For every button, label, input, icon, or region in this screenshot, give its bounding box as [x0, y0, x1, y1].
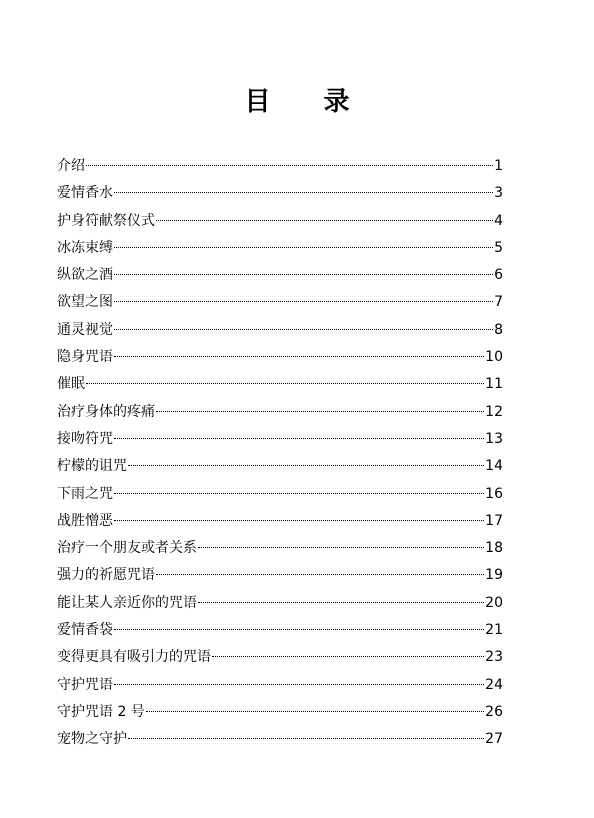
toc-entry-page-number: 12: [485, 403, 503, 420]
toc-entry[interactable]: [57, 264, 503, 291]
dot-leader: [114, 493, 484, 494]
toc-entry[interactable]: [57, 237, 503, 264]
toc-entry-label: 变得更具有吸引力的咒语: [57, 649, 211, 666]
toc-entry-label: 爱情香袋: [57, 622, 113, 639]
toc-entry-page-number: 26: [485, 703, 503, 720]
toc-entry-page-number: 16: [485, 485, 503, 502]
toc-entry-label: 能让某人亲近你的咒语: [57, 594, 197, 611]
dot-leader: [86, 383, 484, 384]
dot-leader: [114, 274, 493, 275]
toc-entry-label: 接吻符咒: [57, 430, 113, 447]
toc-entry-label: 纵欲之酒: [57, 267, 113, 284]
dot-leader: [114, 520, 484, 521]
toc-entry-page-number: 7: [494, 294, 503, 311]
toc-entry-label: 催眠: [57, 376, 85, 393]
toc-entry-page-number: 13: [485, 430, 503, 447]
toc-entry-page-number: 8: [494, 321, 503, 338]
toc-entry[interactable]: [57, 455, 503, 482]
toc-entry[interactable]: [57, 373, 503, 400]
toc-entry-page-number: 10: [485, 349, 503, 366]
toc-entry-label: 隐身咒语: [57, 349, 113, 366]
toc-entry-page-number: 19: [485, 567, 503, 584]
toc-entry-label: 守护咒语: [57, 676, 113, 693]
toc-entry-label: 治疗一个朋友或者关系: [57, 540, 197, 557]
toc-entry[interactable]: [57, 483, 503, 510]
toc-entry-label: 冰冻束缚: [57, 239, 113, 256]
dot-leader: [198, 602, 484, 603]
toc-entry[interactable]: [57, 428, 503, 455]
toc-entry[interactable]: [57, 728, 503, 755]
toc-entry-label: 欲望之图: [57, 294, 113, 311]
toc-entry[interactable]: [57, 674, 503, 701]
toc-entry[interactable]: [57, 182, 503, 209]
toc-entry-page-number: 11: [485, 376, 503, 393]
toc-entry-page-number: 3: [494, 185, 503, 202]
dot-leader: [114, 356, 484, 357]
toc-entry-label: 通灵视觉: [57, 321, 113, 338]
toc-entry[interactable]: [57, 210, 503, 237]
toc-entry[interactable]: [57, 619, 503, 646]
toc-entry-page-number: 21: [485, 622, 503, 639]
toc-entry[interactable]: [57, 564, 503, 591]
toc-entry[interactable]: [57, 319, 503, 346]
dot-leader: [156, 220, 493, 221]
toc-entry[interactable]: [57, 346, 503, 373]
toc-entry-label: 护身符献祭仪式: [57, 212, 155, 229]
dot-leader: [114, 192, 493, 193]
dot-leader: [86, 165, 493, 166]
toc-entry[interactable]: [57, 701, 503, 728]
toc-entry[interactable]: [57, 592, 503, 619]
toc-entry-page-number: 18: [485, 540, 503, 557]
page-title: 目 录: [244, 87, 372, 117]
toc-entry-label: 宠物之守护: [57, 731, 127, 748]
toc-entry-page-number: 6: [494, 267, 503, 284]
toc-entry[interactable]: [57, 401, 503, 428]
toc-entry[interactable]: [57, 155, 503, 182]
dot-leader: [114, 438, 484, 439]
toc-entry-label: 治疗身体的疼痛: [57, 403, 155, 420]
toc-entry[interactable]: [57, 537, 503, 564]
toc-entry-label: 守护咒语 2 号: [57, 703, 145, 720]
toc-entry-label: 柠檬的诅咒: [57, 458, 127, 475]
dot-leader: [114, 301, 493, 302]
table-of-contents: [57, 155, 503, 756]
toc-entry-page-number: 20: [485, 594, 503, 611]
toc-entry-page-number: 24: [485, 676, 503, 693]
toc-entry-page-number: 27: [485, 731, 503, 748]
dot-leader: [156, 411, 484, 412]
dot-leader: [156, 574, 484, 575]
toc-entry-label: 战胜憎恶: [57, 512, 113, 529]
toc-entry-page-number: 1: [494, 158, 503, 174]
dot-leader: [114, 629, 484, 630]
toc-entry-page-number: 5: [494, 239, 503, 256]
dot-leader: [114, 684, 484, 685]
dot-leader: [212, 656, 484, 657]
toc-entry-page-number: 4: [494, 212, 503, 229]
toc-entry-label: 强力的祈愿咒语: [57, 567, 155, 584]
toc-entry-label: 介绍: [57, 158, 85, 174]
toc-entry[interactable]: [57, 646, 503, 673]
dot-leader: [146, 711, 484, 712]
toc-entry[interactable]: [57, 510, 503, 537]
dot-leader: [198, 547, 484, 548]
toc-entry-label: 爱情香水: [57, 185, 113, 202]
dot-leader: [128, 465, 484, 466]
dot-leader: [114, 247, 493, 248]
toc-entry[interactable]: [57, 291, 503, 318]
toc-entry-label: 下雨之咒: [57, 485, 113, 502]
dot-leader: [128, 738, 484, 739]
toc-entry-page-number: 14: [485, 458, 503, 475]
dot-leader: [114, 329, 493, 330]
toc-entry-page-number: 23: [485, 649, 503, 666]
toc-entry-page-number: 17: [485, 512, 503, 529]
